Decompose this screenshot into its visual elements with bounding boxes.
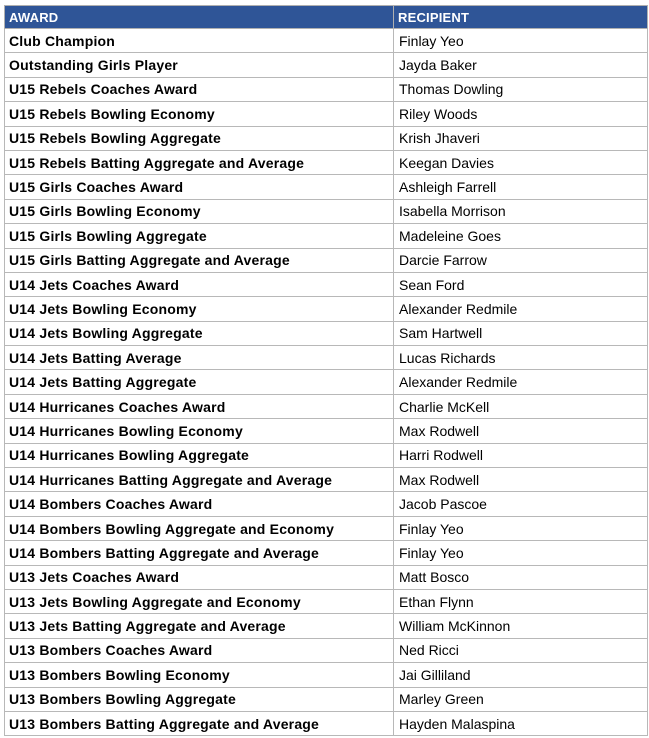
table-row bbox=[5, 492, 648, 516]
recipient-cell: Alexander Redmile bbox=[394, 370, 648, 394]
table-row bbox=[5, 297, 648, 321]
table-body bbox=[5, 29, 648, 736]
award-cell: U13 Bombers Bowling Aggregate bbox=[5, 687, 394, 711]
award-cell: U13 Bombers Coaches Award bbox=[5, 638, 394, 662]
table-row bbox=[5, 468, 648, 492]
award-cell: U14 Hurricanes Coaches Award bbox=[5, 394, 394, 418]
table-row bbox=[5, 77, 648, 101]
recipient-cell: Madeleine Goes bbox=[394, 224, 648, 248]
table-row bbox=[5, 199, 648, 223]
recipient-cell: Thomas Dowling bbox=[394, 77, 648, 101]
recipient-cell: Krish Jhaveri bbox=[394, 126, 648, 150]
table-row bbox=[5, 102, 648, 126]
recipient-cell: Alexander Redmile bbox=[394, 297, 648, 321]
table-row bbox=[5, 638, 648, 662]
award-cell: U14 Jets Bowling Aggregate bbox=[5, 321, 394, 345]
award-cell: U14 Bombers Bowling Aggregate and Economy bbox=[5, 516, 394, 540]
table-row bbox=[5, 29, 648, 53]
table-row bbox=[5, 346, 648, 370]
award-cell: U13 Jets Bowling Aggregate and Economy bbox=[5, 589, 394, 613]
award-cell: U13 Jets Batting Aggregate and Average bbox=[5, 614, 394, 638]
table-row bbox=[5, 272, 648, 296]
table-row bbox=[5, 687, 648, 711]
table-row bbox=[5, 394, 648, 418]
table-row bbox=[5, 541, 648, 565]
award-cell: Club Champion bbox=[5, 29, 394, 53]
recipient-cell: Marley Green bbox=[394, 687, 648, 711]
award-cell: U14 Hurricanes Batting Aggregate and Average bbox=[5, 468, 394, 492]
recipient-cell: Lucas Richards bbox=[394, 346, 648, 370]
recipient-cell: Max Rodwell bbox=[394, 419, 648, 443]
awards-table bbox=[4, 5, 648, 736]
table-row bbox=[5, 53, 648, 77]
award-cell: U14 Hurricanes Bowling Aggregate bbox=[5, 443, 394, 467]
award-cell: Outstanding Girls Player bbox=[5, 53, 394, 77]
column-header-recipient: RECIPIENT bbox=[394, 6, 648, 29]
table-row bbox=[5, 248, 648, 272]
award-cell: U15 Rebels Coaches Award bbox=[5, 77, 394, 101]
recipient-cell: Ethan Flynn bbox=[394, 589, 648, 613]
award-cell: U15 Girls Batting Aggregate and Average bbox=[5, 248, 394, 272]
table-row bbox=[5, 516, 648, 540]
recipient-cell: Jai Gilliland bbox=[394, 663, 648, 687]
table-row bbox=[5, 443, 648, 467]
recipient-cell: Finlay Yeo bbox=[394, 516, 648, 540]
recipient-cell: Isabella Morrison bbox=[394, 199, 648, 223]
award-cell: U15 Rebels Batting Aggregate and Average bbox=[5, 150, 394, 174]
recipient-cell: Finlay Yeo bbox=[394, 29, 648, 53]
table-row bbox=[5, 175, 648, 199]
recipient-cell: Keegan Davies bbox=[394, 150, 648, 174]
table-row bbox=[5, 614, 648, 638]
table-row bbox=[5, 321, 648, 345]
table-row bbox=[5, 589, 648, 613]
recipient-cell: Ashleigh Farrell bbox=[394, 175, 648, 199]
award-cell: U14 Bombers Batting Aggregate and Average bbox=[5, 541, 394, 565]
award-cell: U15 Girls Bowling Economy bbox=[5, 199, 394, 223]
recipient-cell: Finlay Yeo bbox=[394, 541, 648, 565]
table-row bbox=[5, 150, 648, 174]
award-cell: U14 Jets Bowling Economy bbox=[5, 297, 394, 321]
table-header-row bbox=[5, 6, 648, 29]
column-header-award: AWARD bbox=[5, 6, 394, 29]
award-cell: U14 Jets Batting Average bbox=[5, 346, 394, 370]
award-cell: U14 Bombers Coaches Award bbox=[5, 492, 394, 516]
award-cell: U14 Jets Coaches Award bbox=[5, 272, 394, 296]
award-cell: U14 Hurricanes Bowling Economy bbox=[5, 419, 394, 443]
award-cell: U13 Jets Coaches Award bbox=[5, 565, 394, 589]
award-cell: U15 Rebels Bowling Economy bbox=[5, 102, 394, 126]
recipient-cell: Hayden Malaspina bbox=[394, 711, 648, 735]
table-row bbox=[5, 663, 648, 687]
recipient-cell: Sam Hartwell bbox=[394, 321, 648, 345]
recipient-cell: Harri Rodwell bbox=[394, 443, 648, 467]
award-cell: U14 Jets Batting Aggregate bbox=[5, 370, 394, 394]
table-row bbox=[5, 711, 648, 735]
table-row bbox=[5, 370, 648, 394]
table-row bbox=[5, 126, 648, 150]
recipient-cell: Charlie McKell bbox=[394, 394, 648, 418]
recipient-cell: Sean Ford bbox=[394, 272, 648, 296]
recipient-cell: Darcie Farrow bbox=[394, 248, 648, 272]
recipient-cell: Jayda Baker bbox=[394, 53, 648, 77]
recipient-cell: Ned Ricci bbox=[394, 638, 648, 662]
award-cell: U13 Bombers Batting Aggregate and Average bbox=[5, 711, 394, 735]
award-cell: U15 Rebels Bowling Aggregate bbox=[5, 126, 394, 150]
award-cell: U13 Bombers Bowling Economy bbox=[5, 663, 394, 687]
recipient-cell: Matt Bosco bbox=[394, 565, 648, 589]
award-cell: U15 Girls Coaches Award bbox=[5, 175, 394, 199]
table-row bbox=[5, 224, 648, 248]
recipient-cell: William McKinnon bbox=[394, 614, 648, 638]
recipient-cell: Max Rodwell bbox=[394, 468, 648, 492]
award-cell: U15 Girls Bowling Aggregate bbox=[5, 224, 394, 248]
recipient-cell: Riley Woods bbox=[394, 102, 648, 126]
table-row bbox=[5, 565, 648, 589]
recipient-cell: Jacob Pascoe bbox=[394, 492, 648, 516]
table-row bbox=[5, 419, 648, 443]
